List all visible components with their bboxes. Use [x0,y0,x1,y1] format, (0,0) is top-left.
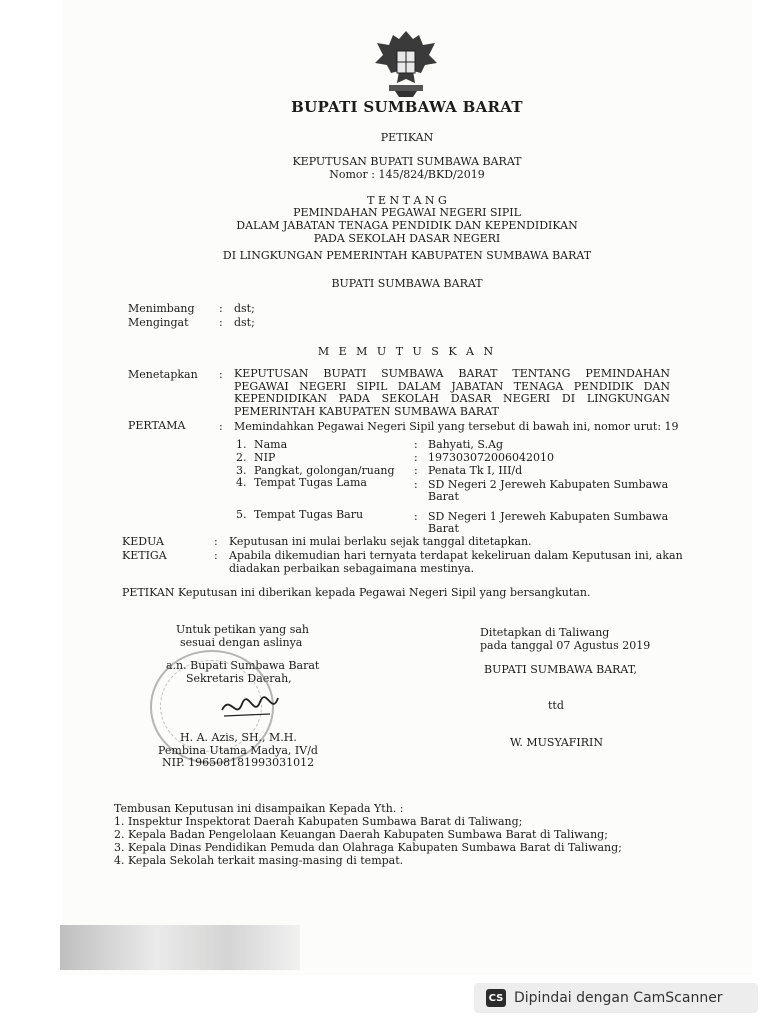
colon: : [214,535,218,548]
ketiga-text-cont: diadakan perbaikan sebagaimana mestinya. [229,562,475,575]
item-key: NIP [254,451,276,464]
decree-title: KEPUTUSAN BUPATI SUMBAWA BARAT [292,155,522,168]
petikan-label: PETIKAN [380,131,434,144]
tembusan-item: 1. Inspektur Inspektorat Daerah Kabupaten Sumbawa Barat di Taliwang; [114,815,523,828]
item-value: SD Negeri 1 Jereweh Kabupaten Sumbawa [428,510,669,523]
header-title: BUPATI SUMBAWA BARAT [291,98,523,116]
ketiga-text: Apabila dikemudian hari ternyata terdapat kekeliruan dalam Keputusan ini, akan [229,549,683,562]
colon: : [414,510,418,523]
colon: : [219,302,223,315]
tentang-label: T E N T A N G [367,194,447,207]
left-sign-line: sesuai dengan aslinya [180,636,303,649]
petikan-note: PETIKAN Keputusan ini diberikan kepada Pegawai Negeri Sipil yang bersangkutan. [122,586,591,599]
item-value: Penata Tk I, III/d [428,464,523,477]
right-sign-name: W. MUSYAFIRIN [510,736,604,749]
left-sign-line: Untuk petikan yang sah [176,623,309,636]
decree-number: Nomor : 145/824/BKD/2019 [329,168,485,181]
tembusan-item: 2. Kepala Badan Pengelolaan Keuangan Daerah Kabupaten Sumbawa Barat di Taliwang; [114,828,608,841]
mengingat-value: dst; [234,316,255,329]
pertama-label: PERTAMA [128,419,186,432]
tembusan-heading: Tembusan Keputusan ini disampaikan Kepada Yth. : [114,802,404,815]
colon: : [214,549,218,562]
mengingat-label: Mengingat [128,316,189,329]
tembusan-item: 4. Kepala Sekolah terkait masing-masing di tempat. [114,854,404,867]
subject-line: DI LINGKUNGAN PEMERINTAH KABUPATEN SUMBAWA BARAT [222,249,592,262]
item-number: 5. [236,508,247,521]
item-number: 2. [236,451,247,464]
item-value: 197303072006042010 [428,451,554,464]
subject-line: PADA SEKOLAH DASAR NEGERI [313,232,501,245]
item-value-cont: Barat [428,522,459,535]
garuda-emblem-icon [369,25,443,103]
colon: : [414,478,418,491]
item-key: Tempat Tugas Baru [254,508,364,521]
right-sign-place: Ditetapkan di Taliwang [480,626,610,639]
item-key: Pangkat, golongan/ruang [254,464,395,477]
colon: : [414,451,418,464]
tembusan-item: 3. Kepala Dinas Pendidikan Pemuda dan Olahraga Kabupaten Sumbawa Barat di Taliwang; [114,841,622,854]
scanner-badge-text: Dipindai dengan CamScanner [514,990,723,1006]
colon: : [219,420,223,433]
colon: : [219,316,223,329]
left-sign-line: Sekretaris Daerah, [186,672,292,685]
right-sign-date: pada tanggal 07 Agustus 2019 [480,639,651,652]
menimbang-label: Menimbang [128,302,195,315]
item-value-cont: Barat [428,490,459,503]
kedua-text: Keputusan ini mulai berlaku sejak tanggal ditetapkan. [229,535,532,548]
item-key: Tempat Tugas Lama [254,476,367,489]
subject-line: DALAM JABATAN TENAGA PENDIDIK DAN KEPENDIDIKAN [236,219,578,232]
menimbang-value: dst; [234,302,255,315]
issuer-heading: BUPATI SUMBAWA BARAT [331,277,483,290]
scanner-badge [474,983,758,1013]
colon: : [414,464,418,477]
ketiga-label: KETIGA [122,549,167,562]
colon: : [219,368,223,381]
item-key: Nama [254,438,288,451]
scan-artifact [60,925,300,970]
item-value: Bahyati, S.Ag [428,438,504,451]
left-sign-name: H. A. Azis, SH., M.H. [180,731,297,744]
signature-scribble [220,690,280,724]
pertama-text: Memindahkan Pegawai Negeri Sipil yang tersebut di bawah ini, nomor urut: 19 [234,420,679,433]
item-number: 4. [236,476,247,489]
subject-line: PEMINDAHAN PEGAWAI NEGERI SIPIL [293,206,521,219]
left-sign-line: a.n. Bupati Sumbawa Barat [166,659,320,672]
left-sign-rank: Pembina Utama Madya, IV/d [158,744,318,757]
menetapkan-text: KEPUTUSAN BUPATI SUMBAWA BARAT TENTANG PEMINDAHAN PEGAWAI NEGERI SIPIL DALAM JABATAN TENAGA PENDIDIK DAN KEPENDIDIKAN PADA SEKOLAH DASAR NEGERI DI LINGKUNGAN PEMERINTAH KABUPATEN SUMBAWA BARAT [234,367,670,418]
memutuskan-heading: M E M U T U S K A N [317,345,497,358]
menetapkan-label: Menetapkan [128,368,198,381]
camscanner-icon: CS [486,989,506,1007]
item-number: 3. [236,464,247,477]
right-sign-title: BUPATI SUMBAWA BARAT, [484,663,637,676]
item-value: SD Negeri 2 Jereweh Kabupaten Sumbawa [428,478,669,491]
item-number: 1. [236,438,247,451]
colon: : [414,438,418,451]
left-sign-nip: NIP. 196508181993031012 [162,756,315,769]
right-sign-ttd: ttd [548,699,564,712]
kedua-label: KEDUA [122,535,164,548]
